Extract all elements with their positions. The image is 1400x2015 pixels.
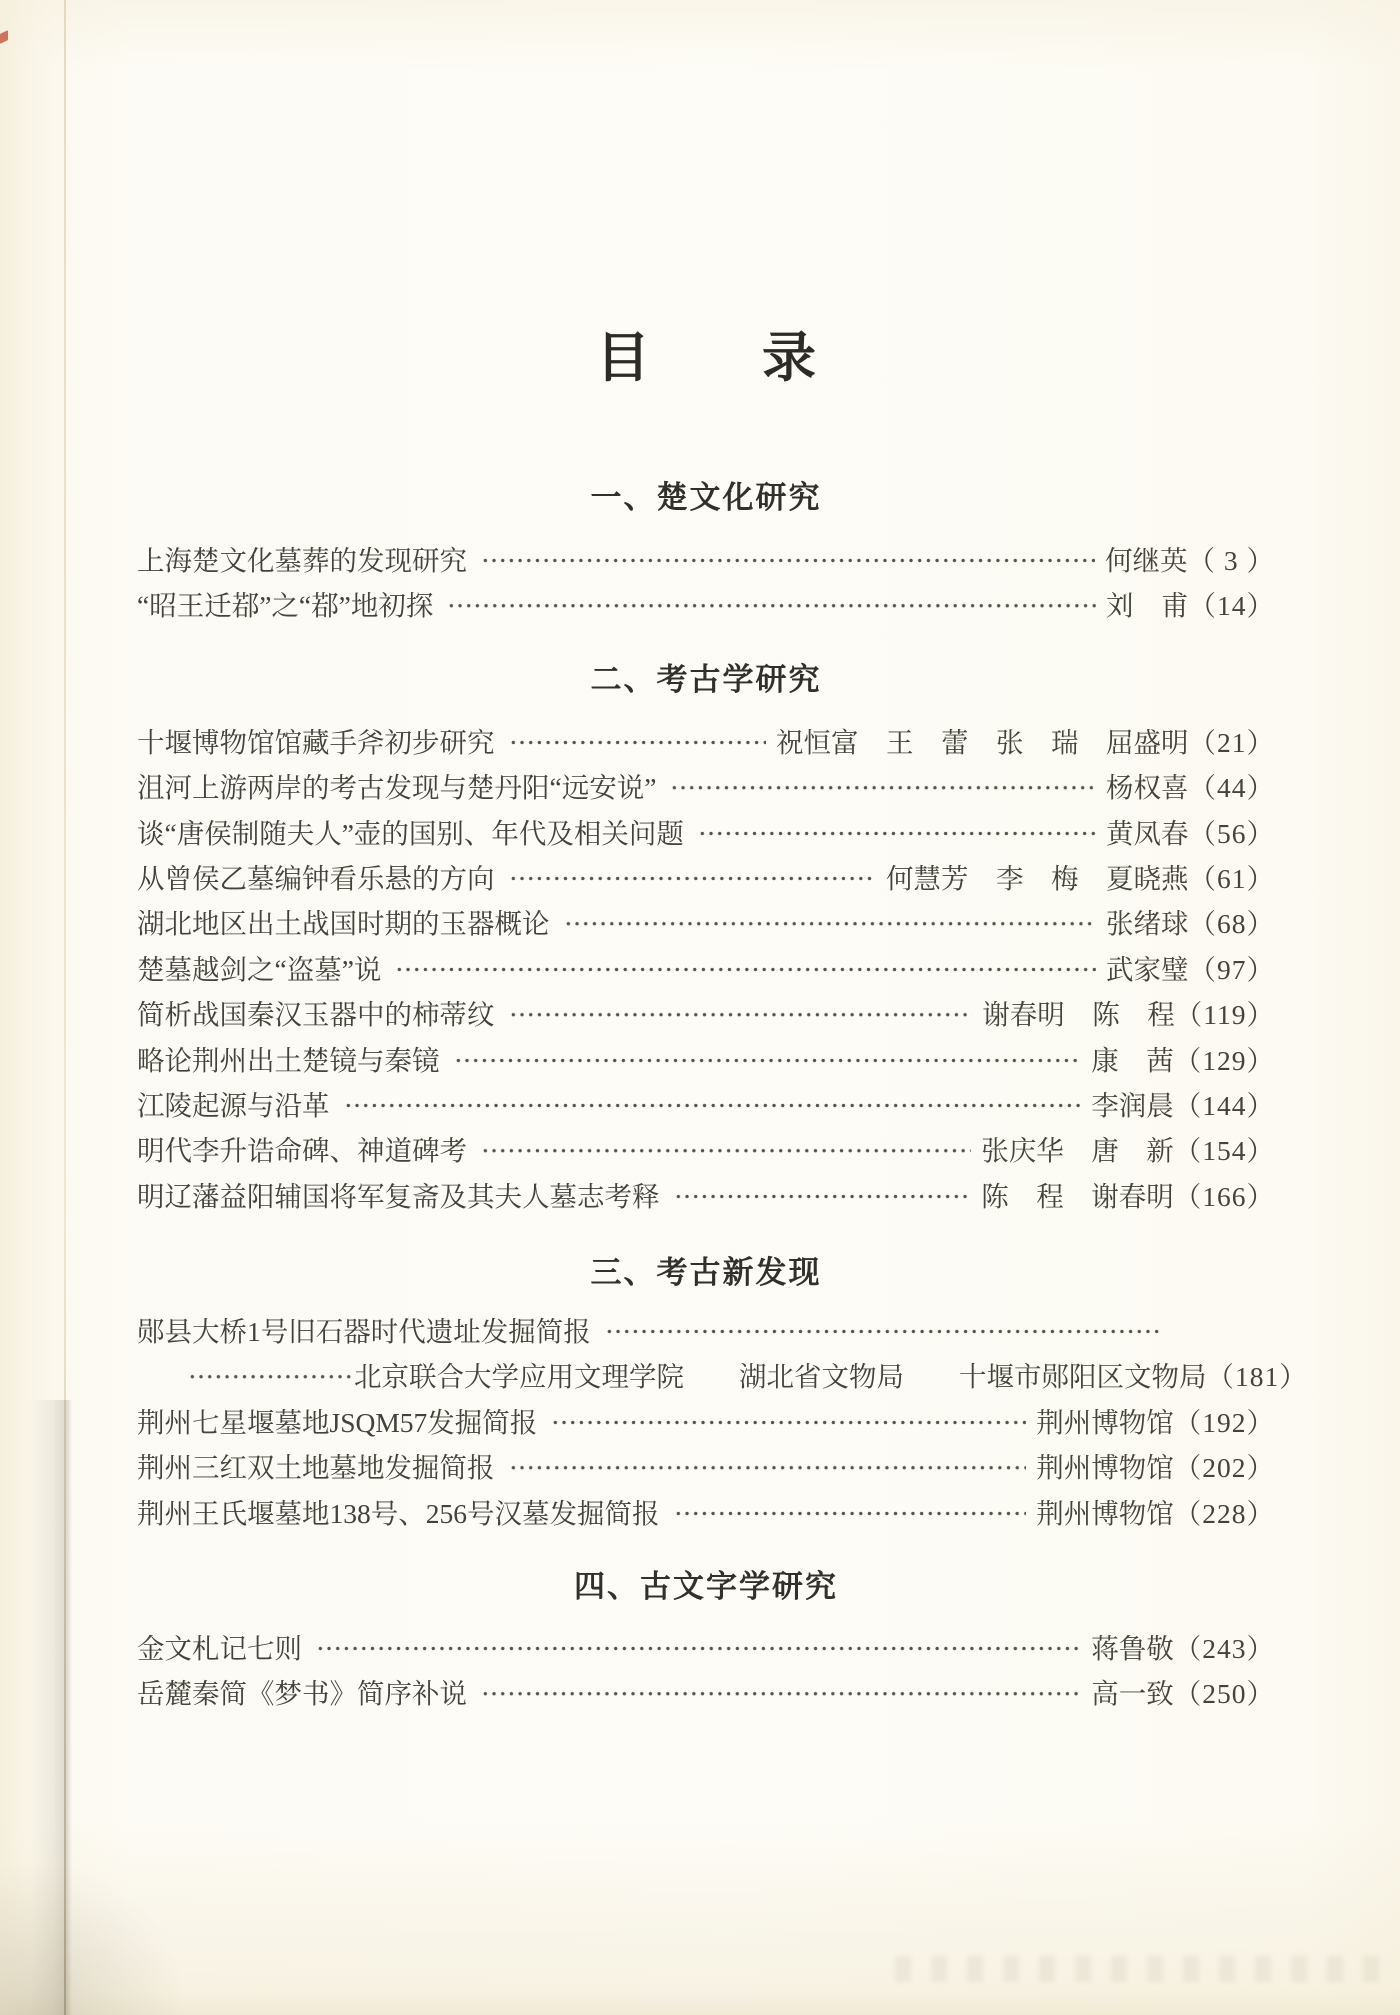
section-4-entries — [137, 1626, 1275, 1717]
entry-page-number: （61） — [1188, 862, 1275, 894]
entry-authors: 高一致 — [1091, 1678, 1174, 1710]
entry-title: 沮河上游两岸的考古发现与楚丹阳“远安说” — [137, 772, 657, 804]
entry-page-number: （56） — [1188, 817, 1275, 849]
toc-entry-continuation-line — [137, 1354, 1308, 1399]
entry-title: 谈“唐侯制随夫人”壶的国别、年代及相关问题 — [137, 817, 684, 849]
entry-authors: 荆州博物馆 — [1036, 1406, 1174, 1438]
dot-leader — [549, 1400, 1026, 1445]
entry-page-number: （119） — [1174, 999, 1275, 1031]
toc-entry — [137, 1038, 1275, 1083]
dot-leader — [672, 1174, 972, 1219]
entry-title: 简析战国秦汉玉器中的柿蒂纹 — [137, 999, 495, 1031]
dot-leader — [507, 992, 973, 1037]
toc-entry — [137, 992, 1275, 1037]
entry-title: “昭王迁鄀”之“鄀”地初探 — [137, 590, 434, 622]
section-3-entries — [137, 1309, 1308, 1536]
entry-title: 十堰博物馆馆藏手斧初步研究 — [137, 726, 495, 758]
entry-page-number: （250） — [1173, 1678, 1275, 1710]
section-1-entries — [137, 538, 1275, 629]
entry-authors: 刘 甫 — [1106, 590, 1189, 622]
entry-authors: 何继英 — [1105, 545, 1188, 576]
page-title-char-right: 录 — [762, 328, 816, 388]
entry-authors: 陈 程 谢春明 — [981, 1180, 1174, 1212]
dot-leader — [507, 856, 877, 901]
entry-title: 楚墓越剑之“盗墓”说 — [137, 953, 382, 985]
red-edge-mark — [0, 30, 8, 44]
toc-entry-first-line — [137, 1309, 1275, 1354]
entry-authors: 张庆华 唐 新 — [981, 1135, 1174, 1167]
dot-leader — [696, 811, 1096, 856]
toc-entry — [137, 1671, 1275, 1716]
toc-entry — [137, 947, 1275, 992]
entry-title: 湖北地区出土战国时期的玉器概论 — [137, 908, 550, 940]
entry-page-number: （44） — [1188, 772, 1275, 804]
entry-authors: 何慧芳 李 梅 夏晓燕 — [886, 862, 1189, 894]
entry-page-number: （154） — [1173, 1135, 1275, 1167]
toc-entry — [137, 811, 1275, 856]
entry-authors: 武家璧 — [1106, 953, 1189, 985]
entry-title: 上海楚文化墓葬的发现研究 — [137, 545, 467, 576]
entry-title: 荆州王氏堰墓地138号、256号汉墓发掘简报 — [137, 1497, 660, 1529]
dot-leader — [479, 1671, 1081, 1716]
bottom-left-corner-shadow — [0, 1860, 190, 2015]
dot-leader — [393, 947, 1096, 992]
dot-leader — [668, 765, 1096, 810]
dot-leader — [603, 1309, 1163, 1354]
page-title-char-left: 目 — [596, 328, 650, 388]
entry-authors: 祝恒富 王 蕾 张 瑞 屈盛明 — [776, 726, 1189, 758]
entry-title: 明辽藩益阳辅国将军复斋及其夫人墓志考释 — [137, 1180, 660, 1212]
entry-page-number: （14） — [1188, 590, 1275, 622]
dot-leader — [342, 1083, 1082, 1128]
dot-leader — [314, 1626, 1081, 1671]
dot-leader — [507, 1445, 1027, 1490]
section-2-entries — [137, 720, 1275, 1219]
entry-title: 金文札记七则 — [137, 1633, 302, 1665]
toc-entry — [137, 901, 1275, 946]
dot-leader — [479, 538, 1095, 583]
dot-leader — [452, 1038, 1082, 1083]
toc-entry — [137, 1626, 1275, 1671]
toc-entry — [137, 765, 1275, 810]
entry-authors: 李润晨 — [1091, 1089, 1174, 1121]
dot-leader — [186, 1354, 354, 1399]
section-heading-4: 四、古文字学研究 — [574, 1569, 838, 1605]
entry-page-number: （144） — [1173, 1089, 1275, 1121]
entry-title: 郧县大桥1号旧石器时代遗址发掘简报 — [137, 1316, 591, 1348]
toc-entry — [137, 1491, 1275, 1536]
toc-entry — [137, 583, 1275, 628]
section-heading-2: 二、考古学研究 — [590, 661, 822, 697]
entry-title: 明代李升诰命碑、神道碑考 — [137, 1135, 467, 1167]
entry-page-number: （166） — [1173, 1180, 1275, 1212]
entry-page-number: （21） — [1188, 726, 1275, 758]
page-title — [137, 330, 1275, 386]
entry-authors: 荆州博物馆 — [1036, 1497, 1174, 1529]
dot-leader — [479, 1128, 971, 1173]
toc-entry — [137, 720, 1275, 765]
entry-page-number: （243） — [1173, 1633, 1275, 1665]
dot-leader — [672, 1491, 1027, 1536]
entry-title: 荆州三红双土地墓地发掘简报 — [137, 1452, 495, 1484]
toc-entry — [137, 1174, 1275, 1219]
entry-title: 江陵起源与沿革 — [137, 1089, 330, 1121]
entry-authors: 康 茜 — [1091, 1044, 1174, 1076]
dot-leader — [562, 901, 1097, 946]
entry-page-number: （192） — [1173, 1406, 1275, 1438]
section-heading-1: 一、楚文化研究 — [590, 480, 822, 515]
ink-showthrough-smudge — [895, 1956, 1395, 1982]
entry-page-number: （97） — [1188, 953, 1275, 985]
entry-page-number: （129） — [1173, 1044, 1275, 1076]
toc-entry — [137, 1083, 1275, 1128]
dot-leader — [445, 583, 1096, 628]
entry-page-number: （ 3 ） — [1187, 545, 1275, 576]
entry-authors: 张绪球 — [1106, 908, 1189, 940]
entry-page-number: （202） — [1173, 1452, 1275, 1484]
entry-title: 岳麓秦简《梦书》简序补说 — [137, 1678, 467, 1710]
entry-authors: 杨权喜 — [1106, 772, 1189, 804]
entry-page-number: （181） — [1206, 1361, 1308, 1393]
entry-authors: 谢春明 陈 程 — [982, 999, 1175, 1031]
entry-authors: 荆州博物馆 — [1036, 1452, 1174, 1484]
entry-title: 从曾侯乙墓编钟看乐悬的方向 — [137, 862, 495, 894]
entry-authors: 北京联合大学应用文理学院 湖北省文物局 十堰市郧阳区文物局 — [354, 1361, 1207, 1393]
entry-title: 荆州七星堰墓地JSQM57发掘简报 — [137, 1406, 538, 1438]
entry-title: 略论荆州出土楚镜与秦镜 — [137, 1044, 440, 1076]
toc-entry — [137, 538, 1275, 583]
entry-page-number: （228） — [1173, 1497, 1275, 1529]
toc-entry — [137, 1128, 1275, 1173]
entry-page-number: （68） — [1188, 908, 1275, 940]
entry-authors: 蒋鲁敬 — [1091, 1633, 1174, 1665]
entry-authors: 黄凤春 — [1106, 817, 1189, 849]
toc-content — [137, 0, 1308, 1717]
toc-entry — [137, 1445, 1275, 1490]
toc-entry — [137, 856, 1275, 901]
toc-entry — [137, 1400, 1275, 1445]
section-heading-3: 三、考古新发现 — [590, 1255, 822, 1291]
dot-leader — [507, 720, 767, 765]
